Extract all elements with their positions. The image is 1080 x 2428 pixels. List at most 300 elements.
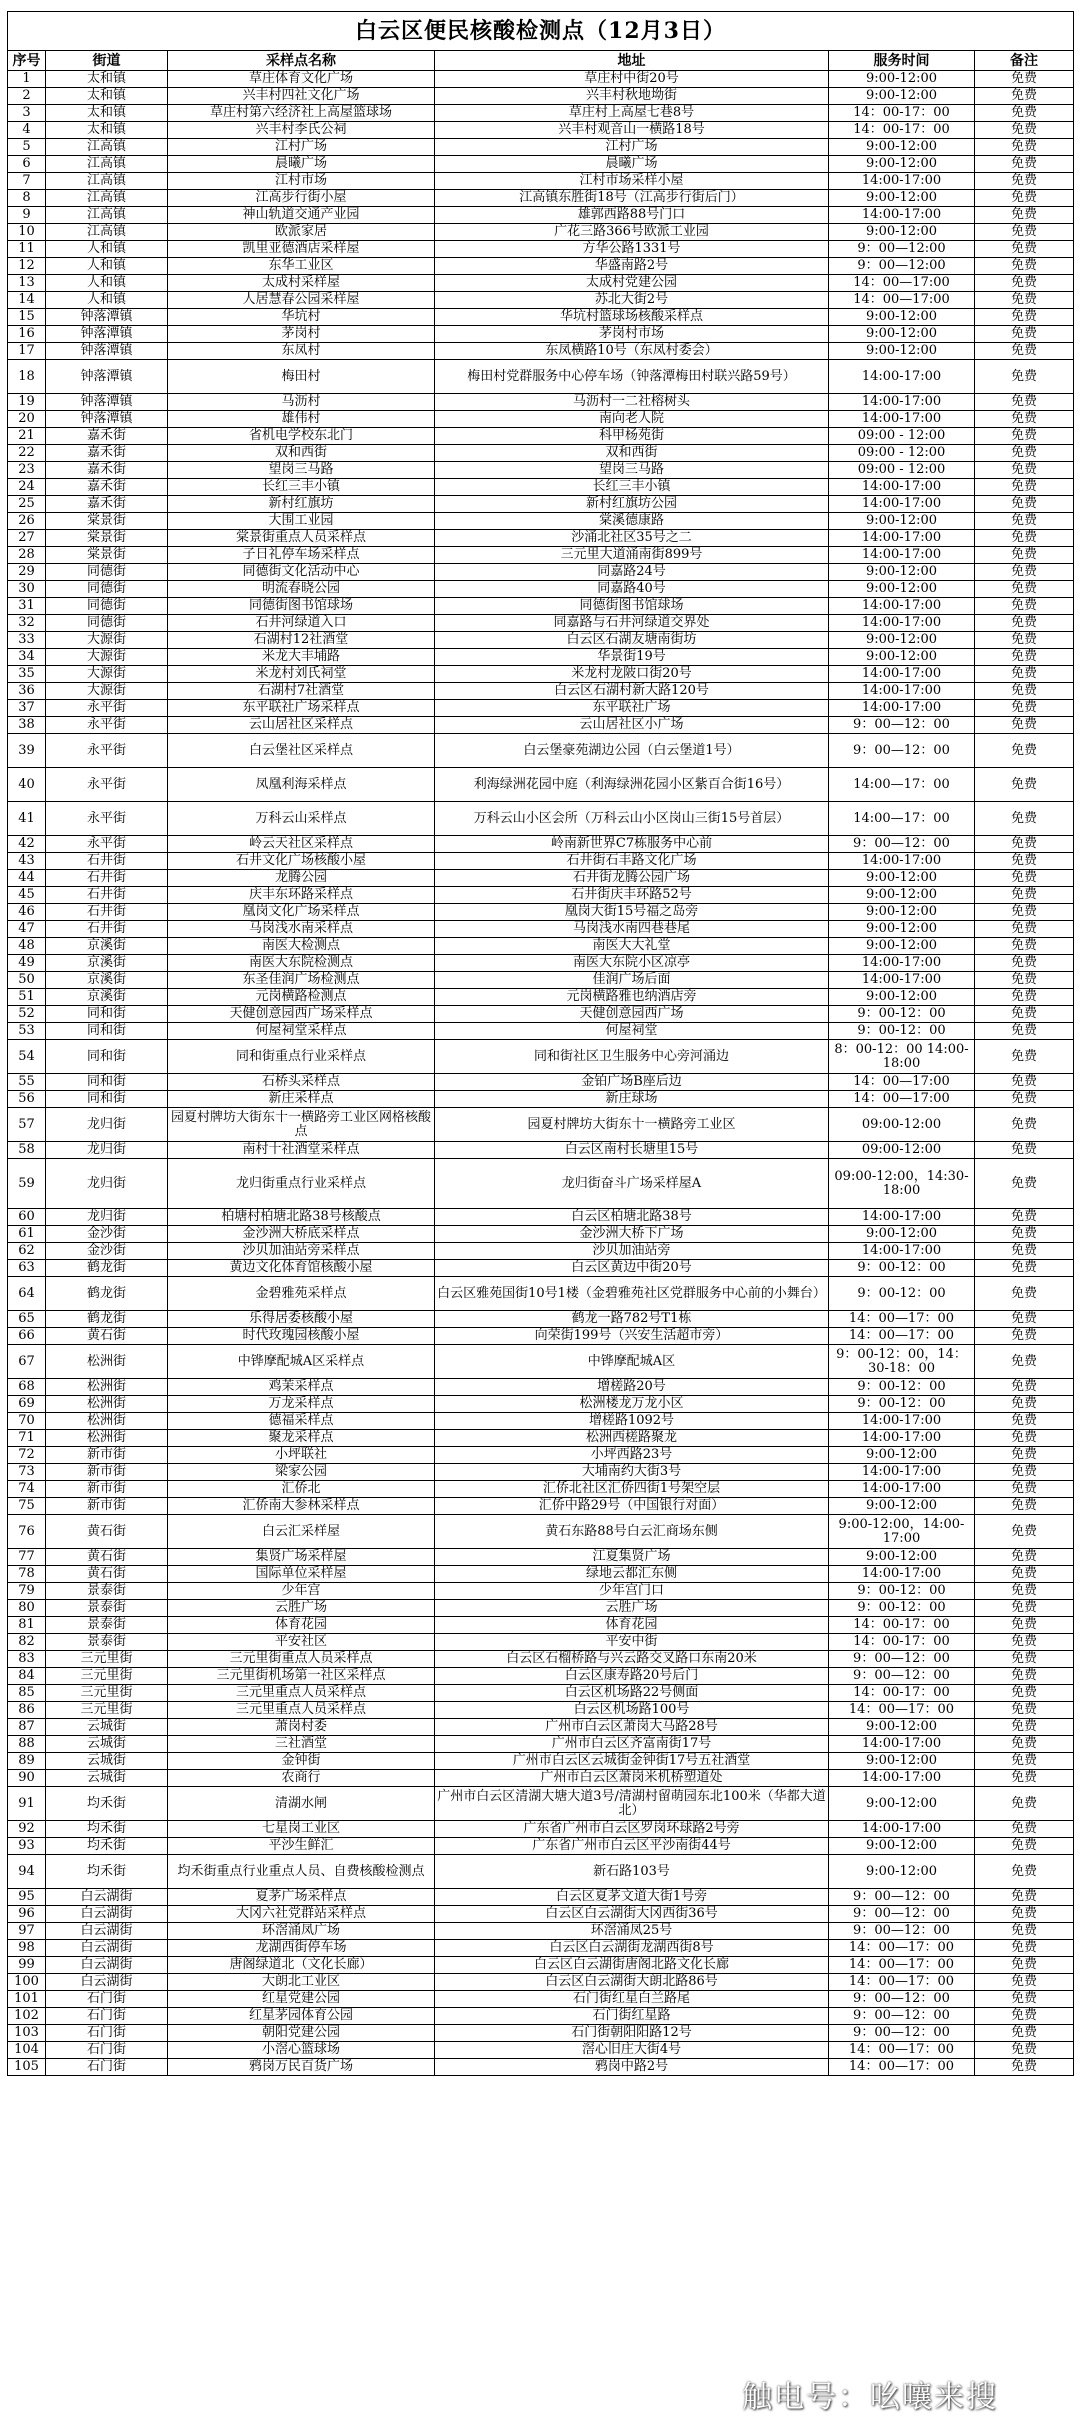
table-body	[8, 71, 1074, 2076]
row-address: 白云区机场路22号侧面	[435, 1685, 829, 1702]
row-street: 永平街	[46, 734, 168, 768]
row-street: 景泰街	[46, 1583, 168, 1600]
row-remark: 免费	[975, 1243, 1074, 1260]
row-service-time: 9：00—12：00	[829, 1668, 975, 1685]
row-remark: 免费	[975, 275, 1074, 292]
row-address: 沙涌北社区35号之二	[435, 530, 829, 547]
row-remark: 免费	[975, 1396, 1074, 1413]
row-street: 嘉禾街	[46, 496, 168, 513]
row-street: 三元里街	[46, 1685, 168, 1702]
row-site-name: 中铧摩配城A区采样点	[168, 1345, 435, 1379]
row-site-name: 德福采样点	[168, 1413, 435, 1430]
row-index: 77	[8, 1549, 46, 1566]
row-index: 42	[8, 836, 46, 853]
table-row	[8, 224, 1074, 241]
row-site-name: 东圣佳润广场检测点	[168, 972, 435, 989]
row-address: 石门街朝阳阳路12号	[435, 2025, 829, 2042]
row-service-time: 14:00-17:00	[829, 972, 975, 989]
row-address: 新村红旗坊公园	[435, 496, 829, 513]
row-address: 利海绿洲花园中庭（利海绿洲花园小区紫百合街16号）	[435, 768, 829, 802]
row-street: 钟落潭镇	[46, 411, 168, 428]
row-index: 41	[8, 802, 46, 836]
row-address: 少年宫门口	[435, 1583, 829, 1600]
row-service-time: 9：00—12：00	[829, 2008, 975, 2025]
row-service-time: 14:00-17:00	[829, 615, 975, 632]
row-index: 25	[8, 496, 46, 513]
row-site-name: 欧派家居	[168, 224, 435, 241]
table-row	[8, 1311, 1074, 1328]
row-street: 同和街	[46, 1006, 168, 1023]
row-index: 7	[8, 173, 46, 190]
row-remark: 免费	[975, 1328, 1074, 1345]
row-index: 103	[8, 2025, 46, 2042]
row-remark: 免费	[975, 1634, 1074, 1651]
row-address: 龙归街奋斗广场采样屋A	[435, 1159, 829, 1209]
table-row	[8, 1770, 1074, 1787]
row-address: 园夏村牌坊大街东十一横路旁工业区	[435, 1108, 829, 1142]
row-index: 86	[8, 1702, 46, 1719]
row-index: 6	[8, 156, 46, 173]
row-remark: 免费	[975, 734, 1074, 768]
table-row	[8, 904, 1074, 921]
row-site-name: 米龙村刘氏祠堂	[168, 666, 435, 683]
row-service-time: 9:00-12:00	[829, 326, 975, 343]
row-address: 晨曦广场	[435, 156, 829, 173]
table-row	[8, 1787, 1074, 1821]
row-service-time: 14:00-17:00	[829, 683, 975, 700]
row-address: 双和西街	[435, 445, 829, 462]
table-row	[8, 547, 1074, 564]
row-street: 龙归街	[46, 1159, 168, 1209]
row-index: 99	[8, 1957, 46, 1974]
row-remark: 免费	[975, 1770, 1074, 1787]
row-address: 黄石东路88号白云汇商场东侧	[435, 1515, 829, 1549]
table-row	[8, 292, 1074, 309]
row-site-name: 兴丰村四社文化广场	[168, 88, 435, 105]
row-address: 石门街红星白兰路尾	[435, 1991, 829, 2008]
row-site-name: 新庄采样点	[168, 1091, 435, 1108]
row-address: 白云区雅苑国街10号1楼（金碧雅苑社区党群服务中心前的小舞台）	[435, 1277, 829, 1311]
row-index: 27	[8, 530, 46, 547]
row-service-time: 9:00-12:00	[829, 1226, 975, 1243]
row-address: 金沙洲大桥下广场	[435, 1226, 829, 1243]
table-row	[8, 88, 1074, 105]
row-address: 望岗三马路	[435, 462, 829, 479]
row-site-name: 唐阁绿道北（文化长廊）	[168, 1957, 435, 1974]
row-site-name: 萧岗村委	[168, 1719, 435, 1736]
row-address: 平安中街	[435, 1634, 829, 1651]
row-service-time: 14:00-17:00	[829, 598, 975, 615]
row-index: 19	[8, 394, 46, 411]
row-remark: 免费	[975, 938, 1074, 955]
row-site-name: 马沥村	[168, 394, 435, 411]
col-header-remark: 备注	[975, 51, 1074, 71]
row-remark: 免费	[975, 1447, 1074, 1464]
row-index: 20	[8, 411, 46, 428]
row-index: 100	[8, 1974, 46, 1991]
col-header-street: 街道	[46, 51, 168, 71]
row-index: 12	[8, 258, 46, 275]
col-header-service-time: 服务时间	[829, 51, 975, 71]
table-row	[8, 1889, 1074, 1906]
row-site-name: 环滘涌凤广场	[168, 1923, 435, 1940]
row-address: 增槎路20号	[435, 1379, 829, 1396]
row-remark: 免费	[975, 1753, 1074, 1770]
table-row	[8, 1668, 1074, 1685]
row-index: 78	[8, 1566, 46, 1583]
row-street: 白云湖街	[46, 1957, 168, 1974]
row-remark: 免费	[975, 258, 1074, 275]
row-address: 同和街社区卫生服务中心旁河涌边	[435, 1040, 829, 1074]
row-address: 新石路103号	[435, 1855, 829, 1889]
row-address: 梅田村党群服务中心停车场（钟落潭梅田村联兴路59号）	[435, 360, 829, 394]
row-street: 云城街	[46, 1770, 168, 1787]
row-street: 永平街	[46, 768, 168, 802]
row-remark: 免费	[975, 309, 1074, 326]
row-address: 科甲杨苑街	[435, 428, 829, 445]
row-index: 72	[8, 1447, 46, 1464]
row-service-time: 14:00-17:00	[829, 207, 975, 224]
row-remark: 免费	[975, 887, 1074, 904]
row-address: 广州市白云区云城街金钟街17号五社酒堂	[435, 1753, 829, 1770]
table-row	[8, 513, 1074, 530]
row-site-name: 华坑村	[168, 309, 435, 326]
row-index: 83	[8, 1651, 46, 1668]
row-address: 米龙村龙陂口街20号	[435, 666, 829, 683]
row-address: 广州市白云区清湖大塘大道3号/清湖村留萌园东北100米（华都大道北）	[435, 1787, 829, 1821]
row-index: 92	[8, 1821, 46, 1838]
row-remark: 免费	[975, 1277, 1074, 1311]
row-service-time: 09:00-12:00	[829, 1108, 975, 1142]
row-address: 兴丰村秋地坳街	[435, 88, 829, 105]
row-service-time: 9：00—12：00	[829, 1889, 975, 1906]
row-service-time: 14：00-17：00	[829, 1634, 975, 1651]
row-index: 75	[8, 1498, 46, 1515]
row-site-name: 乐得居委核酸小屋	[168, 1311, 435, 1328]
row-street: 永平街	[46, 700, 168, 717]
row-remark: 免费	[975, 1345, 1074, 1379]
row-site-name: 东平联社广场采样点	[168, 700, 435, 717]
row-street: 黄石街	[46, 1549, 168, 1566]
row-street: 同德街	[46, 598, 168, 615]
row-remark: 免费	[975, 1040, 1074, 1074]
table-row	[8, 802, 1074, 836]
row-remark: 免费	[975, 1226, 1074, 1243]
row-index: 82	[8, 1634, 46, 1651]
row-address: 小坪西路23号	[435, 1447, 829, 1464]
row-address: 广东省广州市白云区平沙南街44号	[435, 1838, 829, 1855]
row-site-name: 小滘心篮球场	[168, 2042, 435, 2059]
row-index: 14	[8, 292, 46, 309]
row-remark: 免费	[975, 989, 1074, 1006]
row-index: 15	[8, 309, 46, 326]
row-site-name: 双和西街	[168, 445, 435, 462]
row-address: 增槎路1092号	[435, 1413, 829, 1430]
row-site-name: 南医大东院检测点	[168, 955, 435, 972]
row-site-name: 夏茅广场采样点	[168, 1889, 435, 1906]
row-remark: 免费	[975, 224, 1074, 241]
row-remark: 免费	[975, 921, 1074, 938]
row-remark: 免费	[975, 1430, 1074, 1447]
row-street: 太和镇	[46, 122, 168, 139]
table-row	[8, 394, 1074, 411]
row-service-time: 14：00—17：00	[829, 1702, 975, 1719]
row-street: 人和镇	[46, 275, 168, 292]
row-service-time: 14：00—17:00	[829, 292, 975, 309]
row-index: 11	[8, 241, 46, 258]
row-address: 白云区石湖友塘南街坊	[435, 632, 829, 649]
table-row	[8, 309, 1074, 326]
row-index: 62	[8, 1243, 46, 1260]
row-site-name: 农商行	[168, 1770, 435, 1787]
row-address: 白云区夏茅文道大街1号旁	[435, 1889, 829, 1906]
row-index: 105	[8, 2059, 46, 2076]
row-address: 同嘉路40号	[435, 581, 829, 598]
row-street: 黄石街	[46, 1515, 168, 1549]
row-site-name: 东凤村	[168, 343, 435, 360]
row-index: 69	[8, 1396, 46, 1413]
row-site-name: 龙腾公园	[168, 870, 435, 887]
table-row	[8, 1600, 1074, 1617]
row-service-time: 14:00-17:00	[829, 173, 975, 190]
row-index: 8	[8, 190, 46, 207]
row-remark: 免费	[975, 1566, 1074, 1583]
row-service-time: 9:00-12:00	[829, 309, 975, 326]
row-service-time: 9：00-12：00	[829, 1379, 975, 1396]
table-row	[8, 666, 1074, 683]
row-remark: 免费	[975, 1889, 1074, 1906]
row-address: 华盛南路2号	[435, 258, 829, 275]
row-service-time: 9：00—12：00	[829, 1991, 975, 2008]
row-index: 21	[8, 428, 46, 445]
row-address: 马沥村一二社榕树头	[435, 394, 829, 411]
row-site-name: 石井河绿道入口	[168, 615, 435, 632]
row-site-name: 国际单位采样屋	[168, 1566, 435, 1583]
row-service-time: 9：00—12：00	[829, 2025, 975, 2042]
table-row	[8, 428, 1074, 445]
row-index: 22	[8, 445, 46, 462]
row-index: 4	[8, 122, 46, 139]
row-index: 45	[8, 887, 46, 904]
row-address: 云胜广场	[435, 1600, 829, 1617]
table-row	[8, 1957, 1074, 1974]
row-remark: 免费	[975, 700, 1074, 717]
row-site-name: 天健创意园西广场采样点	[168, 1006, 435, 1023]
table-row	[8, 564, 1074, 581]
row-service-time: 14：00-17：00	[829, 1685, 975, 1702]
row-remark: 免费	[975, 1091, 1074, 1108]
row-site-name: 凤凰利海采样点	[168, 768, 435, 802]
row-service-time: 9：00—12:00	[829, 258, 975, 275]
row-site-name: 望岗三马路	[168, 462, 435, 479]
row-index: 43	[8, 853, 46, 870]
row-remark: 免费	[975, 1006, 1074, 1023]
row-service-time: 9:00-12:00	[829, 513, 975, 530]
table-row	[8, 1685, 1074, 1702]
row-service-time: 14:00-17:00	[829, 547, 975, 564]
row-index: 65	[8, 1311, 46, 1328]
row-street: 钟落潭镇	[46, 309, 168, 326]
row-site-name: 南医大检测点	[168, 938, 435, 955]
row-remark: 免费	[975, 1787, 1074, 1821]
table-row	[8, 1838, 1074, 1855]
row-remark: 免费	[975, 1583, 1074, 1600]
table-row	[8, 1821, 1074, 1838]
row-remark: 免费	[975, 1159, 1074, 1209]
row-street: 白云湖街	[46, 1940, 168, 1957]
row-remark: 免费	[975, 870, 1074, 887]
table-row	[8, 1923, 1074, 1940]
row-address: 太成村党建公园	[435, 275, 829, 292]
row-street: 景泰街	[46, 1634, 168, 1651]
row-remark: 免费	[975, 1549, 1074, 1566]
table-row	[8, 479, 1074, 496]
row-street: 石门街	[46, 2008, 168, 2025]
row-remark: 免费	[975, 513, 1074, 530]
row-service-time: 9：00—12：00	[829, 1906, 975, 1923]
row-service-time: 9:00-12:00	[829, 190, 975, 207]
row-remark: 免费	[975, 1685, 1074, 1702]
row-remark: 免费	[975, 972, 1074, 989]
row-index: 74	[8, 1481, 46, 1498]
row-address: 白云区机场路100号	[435, 1702, 829, 1719]
header-row	[8, 51, 1074, 71]
row-service-time: 14:00-17:00	[829, 1481, 975, 1498]
row-street: 人和镇	[46, 258, 168, 275]
row-site-name: 庆丰东环路采样点	[168, 887, 435, 904]
row-service-time: 14:00-17:00	[829, 1243, 975, 1260]
row-address: 广州市白云区齐富南街17号	[435, 1736, 829, 1753]
row-address: 云山居社区小广场	[435, 717, 829, 734]
table-row	[8, 2008, 1074, 2025]
row-site-name: 园夏村牌坊大街东十一横路旁工业区网格核酸点	[168, 1108, 435, 1142]
row-service-time: 14:00-17:00	[829, 479, 975, 496]
row-site-name: 江村市场	[168, 173, 435, 190]
table-row	[8, 2042, 1074, 2059]
row-street: 松洲街	[46, 1345, 168, 1379]
row-street: 松洲街	[46, 1430, 168, 1447]
title-row	[8, 12, 1074, 51]
row-address: 元岗横路雅也纳酒店旁	[435, 989, 829, 1006]
table-row	[8, 887, 1074, 904]
row-street: 石门街	[46, 2025, 168, 2042]
table-row	[8, 1583, 1074, 1600]
row-service-time: 14:00-17:00	[829, 700, 975, 717]
row-remark: 免费	[975, 717, 1074, 734]
row-index: 13	[8, 275, 46, 292]
row-site-name: 石井文化广场核酸小屋	[168, 853, 435, 870]
row-street: 鹤龙街	[46, 1260, 168, 1277]
row-service-time: 9：00—12：00	[829, 1923, 975, 1940]
row-street: 黄石街	[46, 1566, 168, 1583]
row-service-time: 9:00-12:00	[829, 1719, 975, 1736]
row-site-name: 同德街图书馆球场	[168, 598, 435, 615]
row-remark: 免费	[975, 2025, 1074, 2042]
table-row	[8, 1277, 1074, 1311]
row-site-name: 省机电学校东北门	[168, 428, 435, 445]
row-remark: 免费	[975, 1260, 1074, 1277]
row-address: 马岗浅水南四巷巷尾	[435, 921, 829, 938]
col-header-address: 地址	[435, 51, 829, 71]
row-remark: 免费	[975, 1464, 1074, 1481]
row-remark: 免费	[975, 105, 1074, 122]
row-remark: 免费	[975, 1074, 1074, 1091]
row-service-time: 14：00—17:00	[829, 275, 975, 292]
table-row	[8, 836, 1074, 853]
row-street: 棠景街	[46, 530, 168, 547]
row-site-name: 红星茅园体育公园	[168, 2008, 435, 2025]
row-index: 80	[8, 1600, 46, 1617]
row-remark: 免费	[975, 1736, 1074, 1753]
row-index: 32	[8, 615, 46, 632]
row-service-time: 14：00—17：00	[829, 2042, 975, 2059]
table-row	[8, 955, 1074, 972]
table-row	[8, 1447, 1074, 1464]
row-service-time: 14:00-17:00	[829, 1821, 975, 1838]
row-index: 73	[8, 1464, 46, 1481]
row-site-name: 集贤广场采样屋	[168, 1549, 435, 1566]
row-index: 18	[8, 360, 46, 394]
table-row	[8, 683, 1074, 700]
table-row	[8, 1515, 1074, 1549]
table-row	[8, 1023, 1074, 1040]
row-site-name: 晨曦广场	[168, 156, 435, 173]
row-street: 人和镇	[46, 292, 168, 309]
table-row	[8, 1702, 1074, 1719]
row-street: 同德街	[46, 564, 168, 581]
row-address: 体育花园	[435, 1617, 829, 1634]
row-street: 金沙街	[46, 1226, 168, 1243]
row-index: 30	[8, 581, 46, 598]
row-index: 51	[8, 989, 46, 1006]
row-service-time: 09:00 - 12:00	[829, 445, 975, 462]
table-row	[8, 1159, 1074, 1209]
row-street: 钟落潭镇	[46, 343, 168, 360]
row-service-time: 9:00-12:00	[829, 1498, 975, 1515]
row-remark: 免费	[975, 1023, 1074, 1040]
row-site-name: 棠景街重点人员采样点	[168, 530, 435, 547]
row-site-name: 汇侨南大参林采样点	[168, 1498, 435, 1515]
row-address: 中铧摩配城A区	[435, 1345, 829, 1379]
row-service-time: 14:00-17:00	[829, 1566, 975, 1583]
table-row	[8, 1481, 1074, 1498]
table-row	[8, 1719, 1074, 1736]
table-row	[8, 598, 1074, 615]
row-service-time: 9:00-12:00	[829, 1753, 975, 1770]
row-service-time: 14:00—17：00	[829, 768, 975, 802]
row-remark: 免费	[975, 326, 1074, 343]
table-row	[8, 1549, 1074, 1566]
row-index: 76	[8, 1515, 46, 1549]
row-service-time: 9:00-12:00	[829, 88, 975, 105]
row-site-name: 长红三丰小镇	[168, 479, 435, 496]
row-service-time: 14：00—17：00	[829, 1940, 975, 1957]
row-service-time: 9:00-12:00	[829, 921, 975, 938]
row-remark: 免费	[975, 1311, 1074, 1328]
row-street: 景泰街	[46, 1600, 168, 1617]
row-index: 59	[8, 1159, 46, 1209]
row-index: 24	[8, 479, 46, 496]
row-service-time: 9:00-12:00	[829, 938, 975, 955]
row-street: 金沙街	[46, 1243, 168, 1260]
table-row	[8, 207, 1074, 224]
table-row	[8, 411, 1074, 428]
table-row	[8, 190, 1074, 207]
row-remark: 免费	[975, 343, 1074, 360]
row-remark: 免费	[975, 139, 1074, 156]
row-index: 49	[8, 955, 46, 972]
table-row	[8, 139, 1074, 156]
